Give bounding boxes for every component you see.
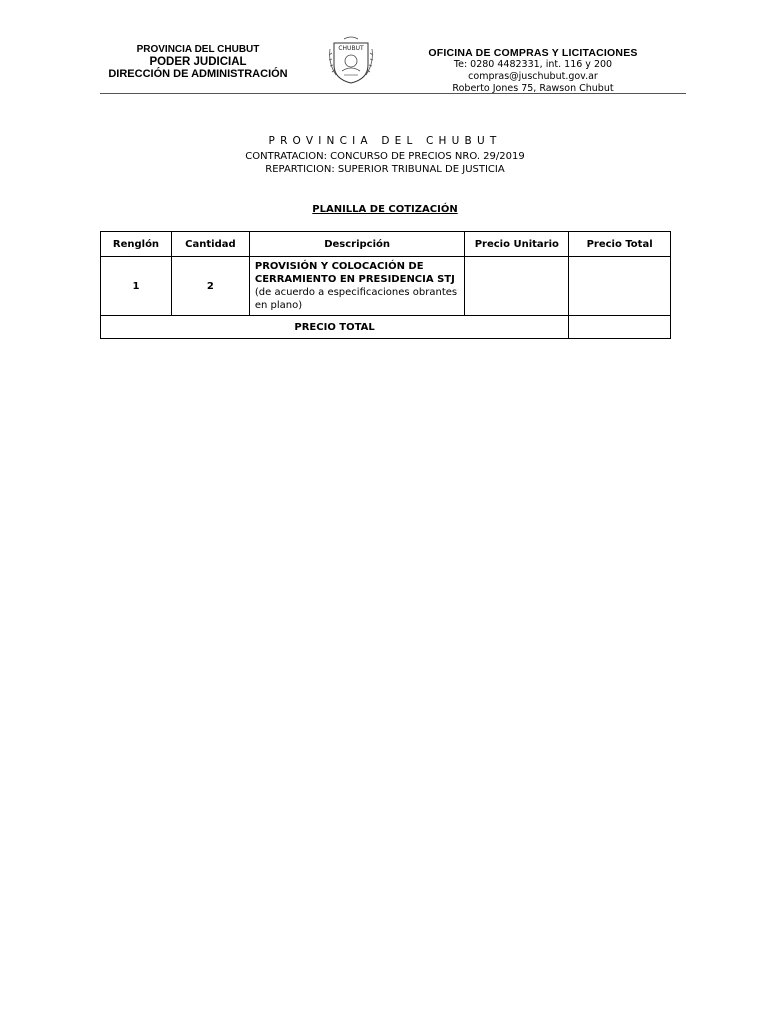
header-precio-total: Precio Total bbox=[569, 232, 671, 257]
office-email: compras@juschubut.gov.ar bbox=[468, 71, 598, 82]
header-direccion: DIRECCIÓN DE ADMINISTRACIÓN bbox=[108, 68, 288, 80]
cell-descripcion bbox=[249, 257, 465, 316]
table-header-row bbox=[101, 232, 671, 257]
province-title: PROVINCIA DEL CHUBUT bbox=[268, 135, 502, 147]
office-address: Roberto Jones 75, Rawson Chubut bbox=[452, 83, 614, 94]
total-label: PRECIO TOTAL bbox=[101, 316, 569, 339]
office-name: OFICINA DE COMPRAS Y LICITACIONES bbox=[428, 47, 638, 59]
desc-rest: (de acuerdo a especificaciones obrantes en plano) bbox=[254, 287, 458, 311]
cell-renglon: 1 bbox=[101, 257, 172, 316]
header-descripcion: Descripción bbox=[249, 232, 465, 257]
planilla-title: PLANILLA DE COTIZACIÓN bbox=[312, 204, 458, 215]
seal-text: CHUBUT bbox=[338, 45, 364, 52]
table-row bbox=[101, 257, 671, 316]
cell-precio-unitario[interactable] bbox=[465, 257, 569, 316]
header-province: PROVINCIA DEL CHUBUT bbox=[136, 44, 260, 55]
quotation-table bbox=[100, 231, 671, 339]
desc-bold: PROVISIÓN Y COLOCACIÓN DE CERRAMIENTO EN PRESIDENCIA STJ bbox=[254, 261, 455, 285]
cell-precio-total[interactable] bbox=[569, 257, 671, 316]
header-precio-unitario: Precio Unitario bbox=[465, 232, 569, 257]
total-value[interactable] bbox=[569, 316, 671, 339]
reparticion-line: REPARTICION: SUPERIOR TRIBUNAL DE JUSTICIA bbox=[265, 164, 505, 175]
header-divider bbox=[100, 93, 686, 94]
header-left-block bbox=[88, 44, 308, 80]
cell-cantidad: 2 bbox=[171, 257, 249, 316]
office-phone: Te: 0280 4482331, int. 116 y 200 bbox=[453, 59, 613, 70]
total-row bbox=[101, 316, 671, 339]
contratacion-line: CONTRATACION: CONCURSO DE PRECIOS NRO. 29/2019 bbox=[245, 151, 525, 162]
header-cantidad: Cantidad bbox=[171, 232, 249, 257]
header-renglon: Renglón bbox=[101, 232, 172, 257]
header-poder-judicial: PODER JUDICIAL bbox=[149, 56, 247, 68]
document-titles bbox=[100, 134, 670, 176]
chubut-seal-icon bbox=[326, 35, 376, 85]
header-right-block bbox=[398, 47, 668, 95]
